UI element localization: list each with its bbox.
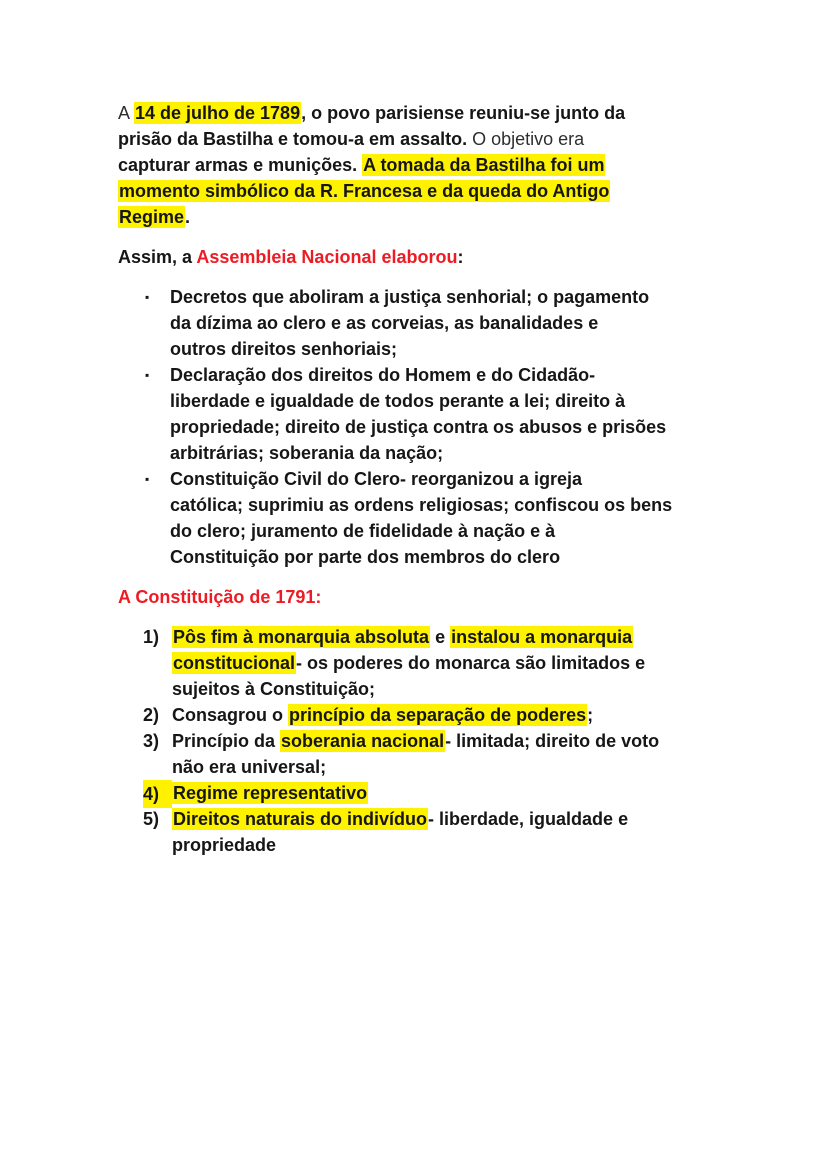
list-item-line: [170, 492, 718, 518]
numbered-item-line: [172, 754, 718, 780]
numbered-item-line: [172, 780, 718, 806]
text-run: Declaração dos direitos do Homem e do Cidadão-: [170, 365, 596, 385]
constitution-heading: [118, 584, 718, 610]
list-item-line: [170, 362, 718, 388]
text-run: da dízima ao clero e as corveias, as banalidades e: [170, 313, 599, 333]
text-run: Constituição por parte dos membros do clero: [170, 547, 561, 567]
text-run: liberdade e igualdade de todos perante a lei; direito à: [170, 391, 626, 411]
numbered-item-line: [172, 624, 718, 650]
assembly-heading-line: [118, 244, 718, 270]
text-run: - liberdade, igualdade e: [428, 809, 629, 829]
text-run: ;: [587, 705, 594, 725]
text-run: Constituição Civil do Clero- reorganizou a igreja: [170, 469, 583, 489]
list-item: [118, 284, 718, 362]
text-run: - limitada; direito de voto: [445, 731, 660, 751]
document-content: [118, 100, 718, 872]
text-run: prisão da Bastilha e tomou-a em assalto.: [118, 129, 468, 149]
text-run: sujeitos à Constituição;: [172, 679, 376, 699]
text-run: Pôs fim à monarquia absoluta: [173, 627, 430, 647]
numbered-item-line: [172, 650, 718, 676]
text-run: outros direitos senhoriais;: [170, 339, 398, 359]
intro-paragraph-line: [118, 100, 718, 126]
number-marker: 5): [143, 809, 160, 829]
text-run: do clero; juramento de fidelidade à nação e à: [170, 521, 556, 541]
text-run: A: [118, 103, 135, 123]
list-item-line: [170, 310, 718, 336]
numbered-item-line: [172, 676, 718, 702]
list-item-line: [170, 388, 718, 414]
text-run: :: [315, 587, 322, 607]
list-item: [118, 362, 718, 466]
numbered-item: [118, 806, 718, 858]
intro-paragraph-line: [118, 126, 718, 152]
text-run: instalou a monarquia: [451, 627, 633, 647]
text-run: Assim, a: [118, 247, 197, 267]
list-item-line: [170, 414, 718, 440]
list-item: [118, 466, 718, 570]
text-run: Regime representativo: [173, 783, 368, 803]
constitution-list: [118, 624, 718, 858]
text-run: e: [430, 627, 451, 647]
text-run: O objetivo era: [467, 129, 585, 149]
intro-paragraph: [118, 100, 718, 230]
text-run: propriedade; direito de justiça contra os abusos e prisões: [170, 417, 667, 437]
text-run: - os poderes do monarca são limitados e: [296, 653, 646, 673]
list-item-line: [170, 466, 718, 492]
text-run: não era universal;: [172, 757, 327, 777]
list-item-line: [170, 440, 718, 466]
text-run: Decretos que aboliram a justiça senhorial; o pagamento: [170, 287, 650, 307]
numbered-item-line: [172, 728, 718, 754]
text-run: Princípio da: [172, 731, 281, 751]
text-run: católica; suprimiu as ordens religiosas; confiscou os bens: [170, 495, 673, 515]
number-marker: 3): [143, 731, 160, 751]
bullet-marker: ▪: [145, 472, 150, 486]
numbered-item-line: [172, 806, 718, 832]
numbered-item: [118, 624, 718, 702]
text-run: A Constituição de 1791: [118, 587, 316, 607]
numbered-item-line: [172, 702, 718, 728]
bullet-marker: ▪: [145, 290, 150, 304]
numbered-item: [118, 728, 718, 780]
text-run: soberania nacional: [281, 731, 445, 751]
number-marker: 4): [143, 780, 172, 808]
text-run: Consagrou o: [172, 705, 288, 725]
text-run: A tomada da Bastilha foi um: [363, 155, 605, 175]
list-item-line: [170, 284, 718, 310]
number-marker: 2): [143, 705, 160, 725]
text-run: 14 de julho de 1789: [135, 103, 301, 123]
constitution-heading-line: [118, 584, 718, 610]
numbered-item-line: [172, 832, 718, 858]
text-run: Assembleia Nacional elaborou: [196, 247, 458, 267]
number-marker: 1): [143, 627, 160, 647]
bullet-marker: ▪: [145, 368, 150, 382]
text-run: .: [185, 207, 191, 227]
list-item-line: [170, 518, 718, 544]
list-item-line: [170, 336, 718, 362]
text-run: Direitos naturais do indivíduo: [173, 809, 428, 829]
assembly-heading: [118, 244, 718, 270]
text-run: constitucional: [173, 653, 296, 673]
intro-paragraph-line: [118, 178, 718, 204]
intro-paragraph-line: [118, 204, 718, 230]
numbered-item: [118, 702, 718, 728]
text-run: :: [457, 247, 464, 267]
text-run: propriedade: [172, 835, 277, 855]
text-run: princípio da separação de poderes: [289, 705, 587, 725]
numbered-item: [118, 780, 718, 806]
text-run: Regime: [119, 207, 185, 227]
text-run: capturar armas e munições.: [118, 155, 363, 175]
list-item-line: [170, 544, 718, 570]
text-run: , o povo parisiense reuniu-se junto da: [301, 103, 626, 123]
text-run: momento simbólico da R. Francesa e da queda do Antigo: [119, 181, 610, 201]
text-run: arbitrárias; soberania da nação;: [170, 443, 444, 463]
decrees-list: [118, 284, 718, 570]
intro-paragraph-line: [118, 152, 718, 178]
